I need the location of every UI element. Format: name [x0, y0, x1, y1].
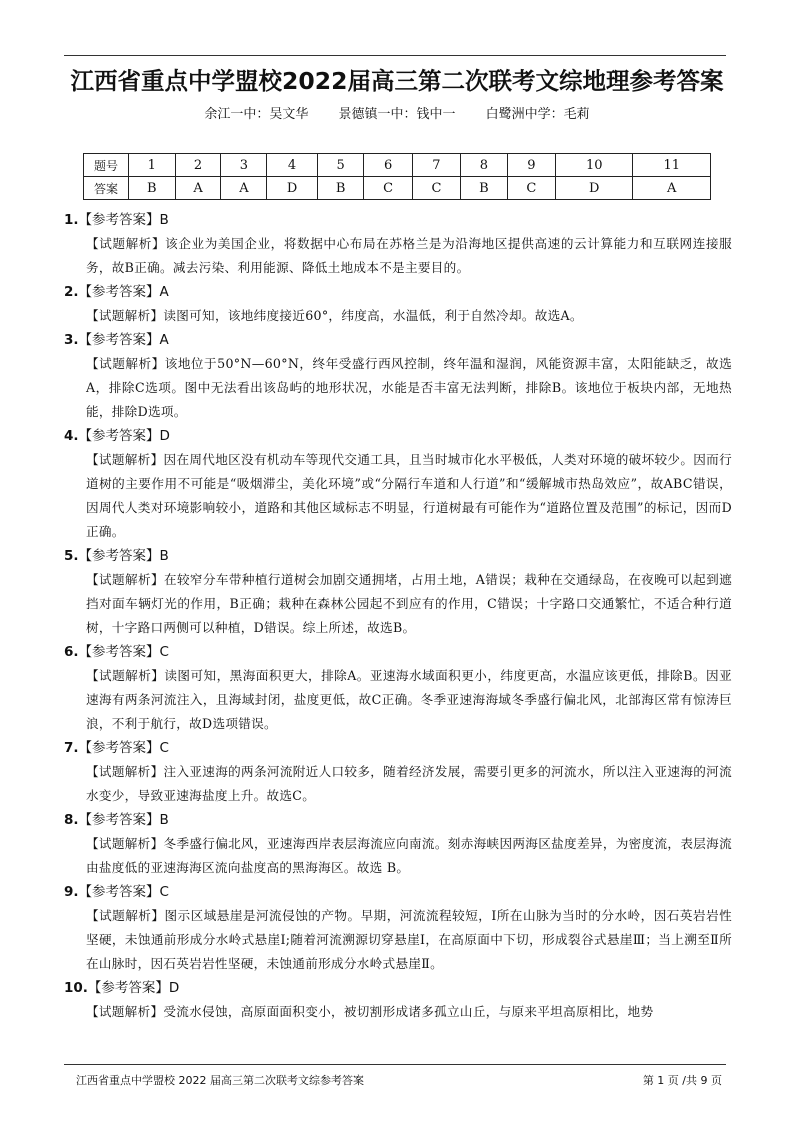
answer-value: B [159, 812, 169, 828]
author-2: 景德镇一中：钱中一 [338, 107, 456, 122]
row-label-number: 题号 [84, 154, 129, 177]
answer-cell: B [461, 177, 508, 200]
reference-answer-line [64, 424, 732, 448]
analysis-paragraph [64, 568, 732, 640]
answer-tag: 【参考答案】 [87, 980, 169, 996]
analysis-text: 读图可知，黑海面积更大，排除A。亚速海水域面积更小，纬度更高，水温应该更低，排除B。因亚速海有两条河流注入，且海域封闭，盐度更低，故C正确。冬季亚速海海域冬季盛行偏北风，北部海区常有惊涛巨浪，不利于航行，故D选项错误。 [86, 668, 732, 731]
answer-value: D [159, 428, 170, 444]
reference-answer-line [64, 976, 732, 1000]
reference-answer-line [64, 544, 732, 568]
analysis-paragraph [64, 304, 732, 328]
analysis-text: 冬季盛行偏北风，亚速海西岸表层海流应向南流。刻赤海峡因两海区盐度差异，为密度流，表层海流由盐度低的亚速海海区流向盐度高的黑海海区。故选 B。 [86, 836, 732, 875]
answer-table [83, 153, 711, 200]
analysis-tag: 【试题解析】 [86, 452, 164, 467]
answer-item [64, 808, 732, 880]
answer-tag: 【参考答案】 [78, 332, 160, 348]
answer-tag: 【参考答案】 [78, 428, 160, 444]
answer-cell: A [633, 177, 711, 200]
analysis-paragraph [64, 904, 732, 976]
analysis-tag: 【试题解析】 [86, 764, 164, 779]
analysis-tag: 【试题解析】 [86, 908, 165, 923]
analysis-paragraph [64, 352, 732, 424]
analysis-paragraph [64, 760, 732, 808]
page-number: 第 1 页 /共 9 页 [642, 1074, 722, 1087]
author-line [0, 103, 794, 122]
answer-explanations [64, 208, 732, 1024]
analysis-tag: 【试题解析】 [86, 572, 164, 587]
reference-answer-line [64, 880, 732, 904]
answer-tag: 【参考答案】 [78, 284, 160, 300]
header-rule [64, 55, 726, 56]
answer-item [64, 640, 732, 736]
reference-answer-line [64, 280, 732, 304]
answer-value: B [159, 212, 169, 228]
analysis-tag: 【试题解析】 [86, 356, 165, 371]
answer-tag: 【参考答案】 [78, 548, 160, 564]
question-number-cell: 5 [317, 154, 364, 177]
question-number-cell: 3 [221, 154, 267, 177]
analysis-tag: 【试题解析】 [86, 308, 164, 323]
answer-item [64, 328, 732, 424]
question-number-cell: 11 [633, 154, 711, 177]
analysis-text: 该企业为美国企业，将数据中心布局在苏格兰是为沿海地区提供高速的云计算能力和互联网连接服务，故B正确。减去污染、利用能源、降低土地成本不是主要目的。 [86, 236, 732, 275]
answer-tag: 【参考答案】 [78, 740, 160, 756]
item-number: 4. [64, 428, 79, 444]
item-number: 9. [64, 884, 79, 900]
answer-item [64, 544, 732, 640]
reference-answer-line [64, 808, 732, 832]
answer-item [64, 208, 732, 280]
analysis-paragraph [64, 1000, 732, 1024]
question-number-cell: 10 [556, 154, 633, 177]
answer-cell: D [556, 177, 633, 200]
answer-cell: A [221, 177, 267, 200]
analysis-text: 因在周代地区没有机动车等现代交通工具，且当时城市化水平极低，人类对环境的破坏较少。因而行道树的主要作用不可能是“吸烟滞尘，美化环境”或“分隔行车道和人行道”和“缓解城市热岛效应”，故ABC错误，因周代人类对环境影响较小，道路和其他区域标志不明显，行道树最有可能作为“道路位置及范围”的标记，因而D正确。 [86, 452, 732, 539]
analysis-text: 注入亚速海的两条河流附近人口较多，随着经济发展，需要引更多的河流水，所以注入亚速海的河流水变少，导致亚速海盐度上升。故选C。 [86, 764, 732, 803]
analysis-text: 受流水侵蚀，高原面面积变小，被切割形成诸多孤立山丘，与原来平坦高原相比，地势 [163, 1004, 654, 1019]
analysis-tag: 【试题解析】 [86, 1004, 164, 1019]
answer-cell: C [364, 177, 412, 200]
answer-row [84, 177, 711, 200]
analysis-paragraph [64, 664, 732, 736]
answer-value: C [159, 884, 169, 900]
answer-value: A [159, 332, 169, 348]
question-number-cell: 6 [364, 154, 412, 177]
answer-cell: B [317, 177, 364, 200]
answer-value: D [168, 980, 180, 996]
reference-answer-line [64, 328, 732, 352]
question-number-cell: 7 [412, 154, 460, 177]
footer-rule [64, 1064, 726, 1065]
analysis-text: 该地位于50°N—60°N，终年受盛行西风控制，终年温和湿润，风能资源丰富，太阳能缺乏，故选A，排除C选项。图中无法看出该岛屿的地形状况，水能是否丰富无法判断，排除B。该地位于板块内部，无地热能，排除D选项。 [86, 356, 732, 419]
question-number-cell: 1 [129, 154, 176, 177]
row-label-answer: 答案 [84, 177, 129, 200]
answer-item [64, 976, 732, 1024]
answer-tag: 【参考答案】 [78, 644, 160, 660]
analysis-tag: 【试题解析】 [86, 668, 165, 683]
reference-answer-line [64, 208, 732, 232]
reference-answer-line [64, 736, 732, 760]
item-number: 7. [64, 740, 79, 756]
question-number-row [84, 154, 711, 177]
answer-value: B [159, 548, 169, 564]
answer-value: C [159, 740, 169, 756]
answer-item [64, 280, 732, 328]
reference-answer-line [64, 640, 732, 664]
analysis-paragraph [64, 448, 732, 544]
item-number: 10. [64, 980, 88, 996]
analysis-text: 在较窄分车带种植行道树会加剧交通拥堵，占用土地，A错误；栽种在交通绿岛，在夜晚可以起到遮挡对面车辆灯光的作用，B正确；栽种在森林公园起不到应有的作用，C错误；十字路口交通繁忙，不适合种行道树，十字路口两侧可以种植，D错误。综上所述，故选B。 [86, 572, 732, 635]
item-number: 2. [64, 284, 79, 300]
question-number-cell: 4 [267, 154, 317, 177]
analysis-paragraph [64, 232, 732, 280]
footer-title: 江西省重点中学盟校 2022 届高三第二次联考文综参考答案 [76, 1074, 364, 1087]
answer-item [64, 736, 732, 808]
answer-value: C [159, 644, 169, 660]
item-number: 1. [64, 212, 79, 228]
question-number-cell: 9 [507, 154, 555, 177]
page-title: 江西省重点中学盟校2022届高三第二次联考文综地理参考答案 [70, 67, 724, 95]
item-number: 6. [64, 644, 79, 660]
analysis-tag: 【试题解析】 [86, 836, 164, 851]
answer-item [64, 880, 732, 976]
analysis-text: 图示区域悬崖是河流侵蚀的产物。早期，河流流程较短，I所在山脉为当时的分水岭，因石英岩岩性坚硬，未蚀通前形成分水岭式悬崖I;随着河流溯源切穿悬崖I，在高原面中下切，形成裂谷式悬崖Ⅲ；当上溯至Ⅱ所在山脉时，因石英岩岩性坚硬，未蚀通前形成分水岭式悬崖Ⅱ。 [86, 908, 732, 971]
answer-item [64, 424, 732, 544]
answer-cell: C [507, 177, 555, 200]
answer-value: A [159, 284, 169, 300]
answer-cell: C [412, 177, 460, 200]
analysis-tag: 【试题解析】 [86, 236, 166, 251]
answer-cell: A [175, 177, 221, 200]
item-number: 5. [64, 548, 79, 564]
author-3: 白鹭洲中学：毛莉 [485, 107, 590, 122]
author-1: 余江一中：吴文华 [204, 107, 309, 122]
item-number: 8. [64, 812, 79, 828]
answer-cell: B [129, 177, 176, 200]
analysis-text: 读图可知，该地纬度接近60°，纬度高，水温低，利于自然冷却。故选A。 [163, 308, 583, 323]
answer-tag: 【参考答案】 [78, 812, 160, 828]
answer-tag: 【参考答案】 [78, 884, 160, 900]
answer-tag: 【参考答案】 [78, 212, 160, 228]
answer-cell: D [267, 177, 317, 200]
question-number-cell: 2 [175, 154, 221, 177]
question-number-cell: 8 [461, 154, 508, 177]
item-number: 3. [64, 332, 79, 348]
analysis-paragraph [64, 832, 732, 880]
